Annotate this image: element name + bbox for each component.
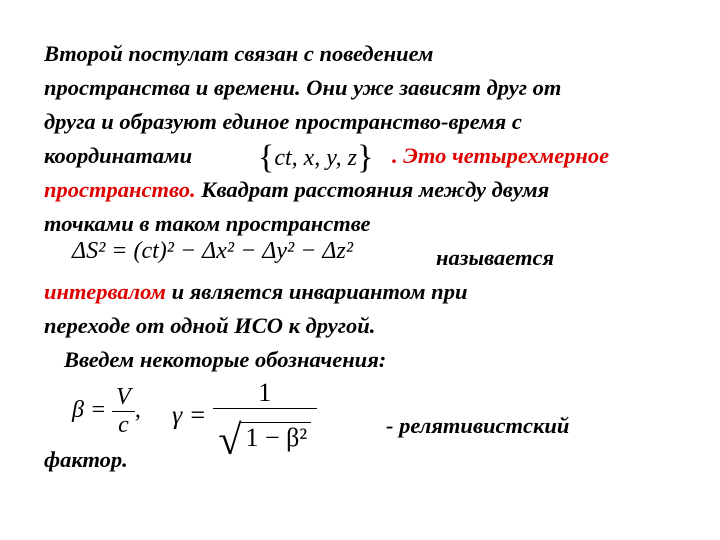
- sqrt-symbol: √: [218, 418, 242, 464]
- text-line-4-end: . Это четырехмерное: [392, 143, 610, 168]
- text-line-5-rest: Квадрат расстояния между двумя: [195, 177, 550, 202]
- text-line-2: пространства и времени. Они уже зависят друг от: [44, 75, 562, 100]
- text-line-6: точками в таком пространстве: [44, 211, 371, 236]
- close-brace: }: [356, 139, 374, 176]
- text-line-9: переходе от одной ИСО к другой.: [44, 313, 376, 338]
- coordinates-list: ct, x, y, z: [274, 145, 357, 171]
- beta-fraction: [112, 384, 135, 439]
- text-line-5: [44, 176, 549, 204]
- text-line-12: фактор.: [44, 447, 128, 472]
- text-line-10: Введем некоторые обозначения:: [64, 347, 387, 372]
- text-line-11: - релятивистский: [386, 413, 570, 438]
- gamma-formula: [172, 378, 317, 464]
- open-brace: {: [258, 139, 275, 176]
- gamma-denominator: [213, 408, 317, 464]
- text-line-8: [44, 278, 467, 306]
- beta-lhs: β =: [72, 397, 107, 424]
- text-line-8-rest: и является инвариантом при: [165, 279, 468, 304]
- coordinates-formula: [258, 136, 373, 174]
- gamma-fraction: [213, 378, 317, 464]
- text-line-1: Второй постулат связан с поведением: [44, 41, 434, 66]
- sqrt-radicand: 1 − β²: [241, 422, 311, 452]
- text-line-7: называется: [436, 245, 555, 270]
- gamma-lhs: γ =: [172, 400, 207, 430]
- text-line-4-start: координатами: [44, 143, 193, 168]
- text-line-3: друга и образуют единое пространство-время с: [44, 109, 522, 134]
- gamma-numerator: 1: [258, 378, 272, 407]
- interval-formula: ΔS² = (ct)² − Δx² − Δy² − Δz²: [72, 238, 354, 264]
- beta-comma: ,: [134, 397, 141, 424]
- beta-denominator: c: [112, 411, 135, 439]
- term-spacetime: пространство.: [44, 177, 196, 202]
- beta-numerator: V: [116, 384, 131, 410]
- term-interval: интервалом: [44, 279, 166, 304]
- beta-formula: [72, 384, 141, 439]
